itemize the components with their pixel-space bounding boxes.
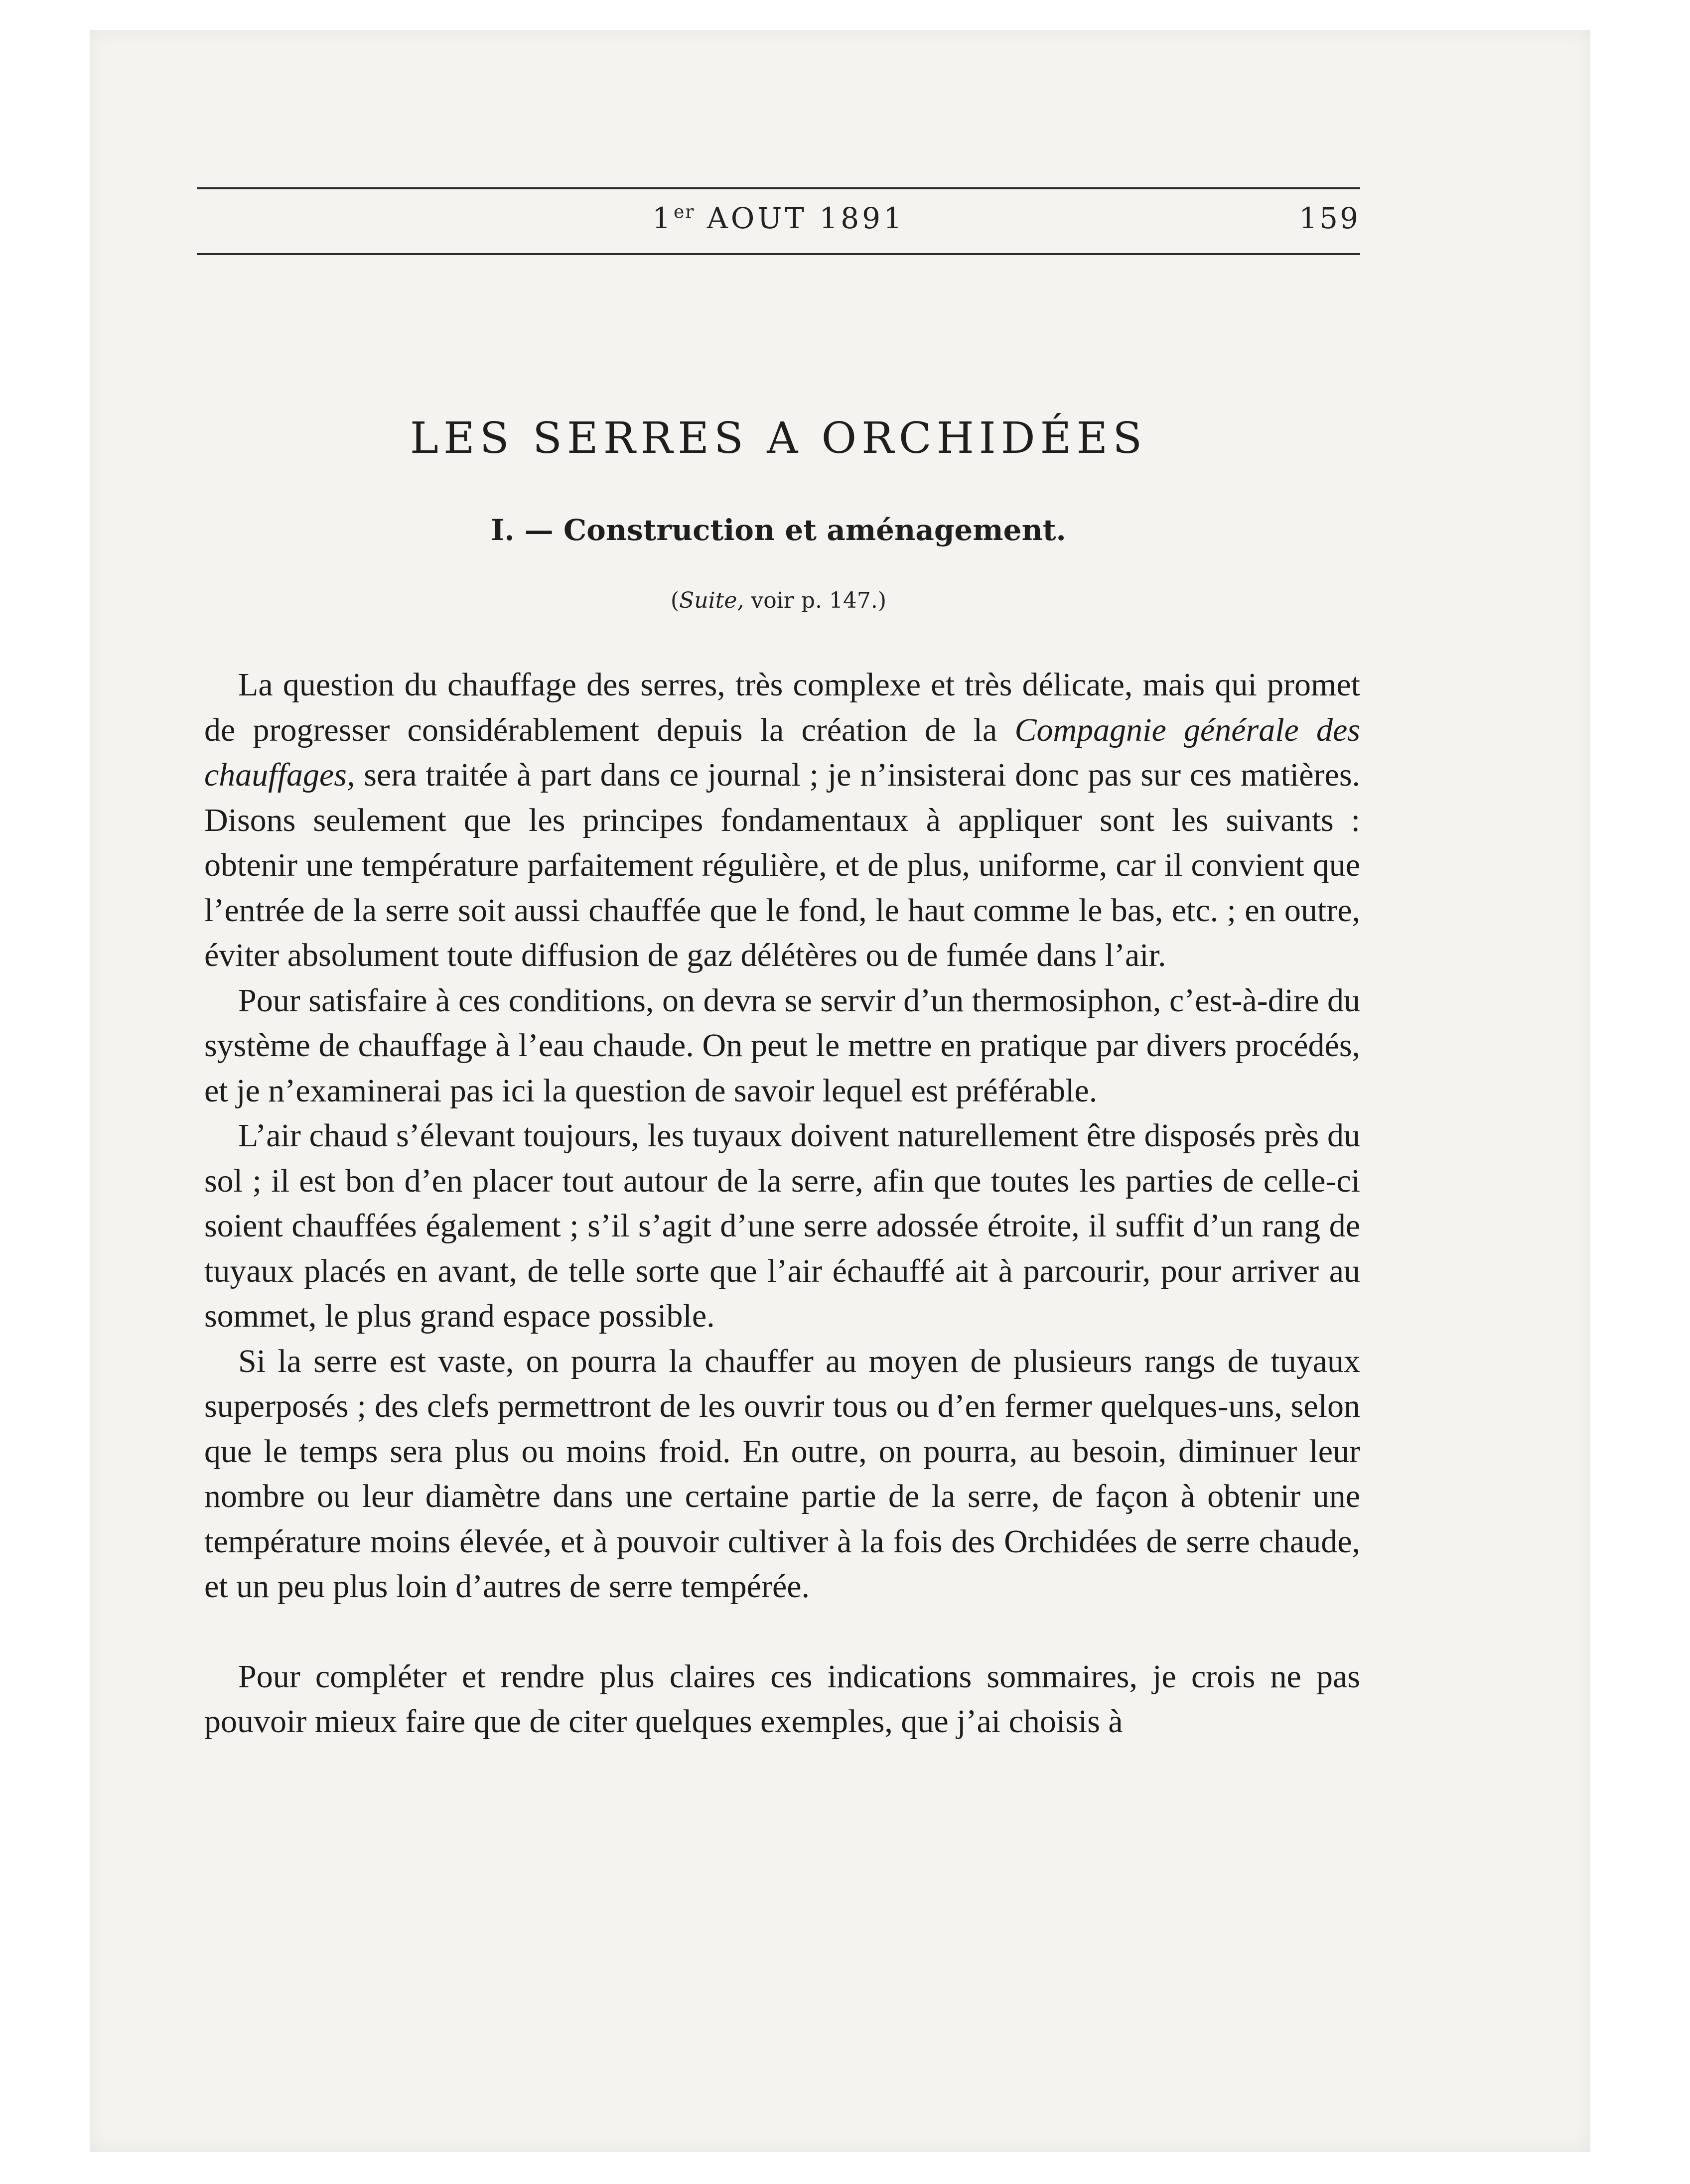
issue-date [197,201,1360,235]
article-title: LES SERRES A ORCHIDÉES [410,413,1147,463]
continuation-note: (Suite, voir p. 147.) [670,588,887,613]
running-header [197,195,1360,250]
paragraph-text: L’air chaud s’élevant toujours, les tuyaux doivent naturellement être disposés près du sol ; il est bon d’en placer tout autour de la serre, afin que toutes les parties de celle-ci soient chauffées également ; s’il s’agit d’une serre adossée étroite, il suffit d’un rang de tuyaux placés en avant, de telle sorte que l’air échauffé ait à parcourir, pour arriver au sommet, le plus grand espace possible. [204,1117,1360,1334]
article-body [204,663,1360,1745]
continuation-italic: Suite, [679,588,744,613]
paragraph-text: Pour satisfaire à ces conditions, on devra se servir d’un thermosiphon, c’est-à-dire du système de chauffage à l’eau chaude. On peut le mettre en pratique par divers procédés, et je n’examinerai pas ici la question de savoir lequel est préférable. [204,982,1360,1109]
date-day: 1 [652,201,674,235]
paragraph [204,1339,1360,1610]
paragraph [204,978,1360,1114]
paragraph-text: La question du chauffage des serres, très complexe et très délicate, mais qui promet de progresser considérablement depuis la création de la [204,667,1360,748]
date-month-year: AOUT 1891 [706,201,905,235]
page-number: 159 [1299,201,1360,235]
paragraph-text: sera traitée à part dans ce journal ; je n’insisterai donc pas sur ces matières. Disons seulement que les principes fondamentaux à appliquer sont les suivants : obtenir une température parfaitement régulière, et de plus, uniforme, car il convient que l’entrée de la serre soit aussi chauffée que le fond, le haut comme le bas, etc. ; en outre, éviter absolument toute diffusion de gaz délétères ou de fumée dans l’air. [204,757,1360,973]
date-suffix: er [673,202,695,223]
paragraph [204,1113,1360,1339]
continuation-text: voir p. 147. [751,588,878,613]
header-top-rule [197,187,1360,189]
italic-text: Compagnie générale des chauffages, [204,711,1360,793]
paragraph [204,1654,1360,1745]
header-bottom-rule [197,253,1360,255]
paragraph-text: Pour compléter et rendre plus claires ces indications sommaires, je crois ne pas pouvoir mieux faire que de citer quelques exemples, que j’ai choisis à [204,1658,1360,1740]
paragraph-text: Si la serre est vaste, on pourra la chauffer au moyen de plusieurs rangs de tuyaux superposés ; des clefs permettront de les ouvrir tous ou d’en fermer quelques-uns, selon que le temps sera plus ou moins froid. En outre, on pourra, au besoin, diminuer leur nombre ou leur diamètre dans une certaine partie de la serre, de façon à obtenir une température moins élevée, et à pouvoir cultiver à la fois des Orchidées de serre chaude, et un peu plus loin d’autres de serre tempérée. [204,1343,1360,1605]
section-heading: I. — Construction et aménagement. [491,513,1066,547]
paragraph [204,663,1360,978]
